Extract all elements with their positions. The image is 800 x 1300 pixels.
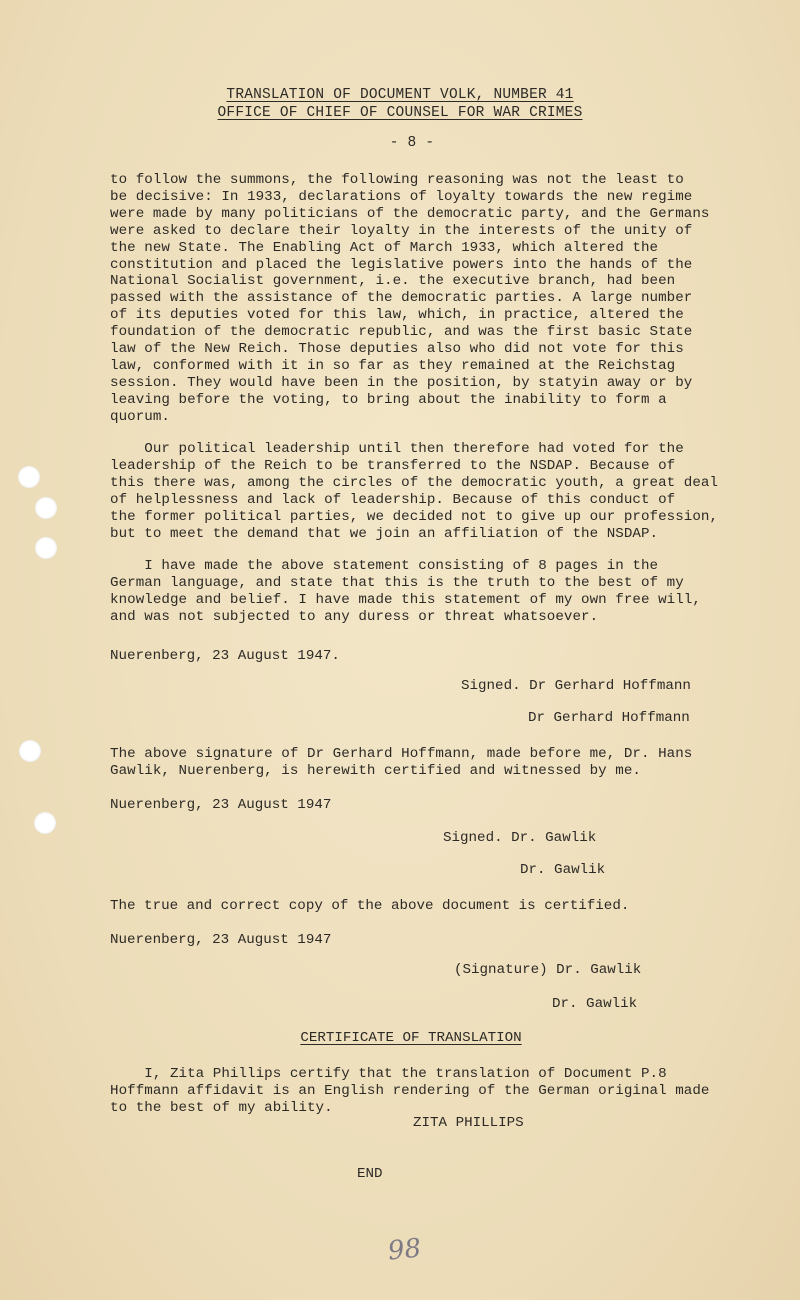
body-paragraph-3: I have made the above statement consisting of 8 pages in the German language, and state that this is the truth to the best of my knowledge and belief. I have made this statement of my own free will, and was not subjected to any duress or threat whatsoever. (110, 558, 701, 625)
certificate-heading: CERTIFICATE OF TRANSLATION (300, 1030, 522, 1046)
body-paragraph-1: to follow the summons, the following reasoning was not the least to be decisive: In 1933, declarations of loyalty towards the new regime were made by many politicians of the democratic party, and the Germans were asked to declare their loyalty in the interests of the unity of the new State. The Enabling Act of March 1933, which altered the constitution and placed the legislative powers into the hands of the National Socialist government, i.e. the executive branch, had been passed with the assistance of the democratic parties. A large number of its deputies voted for this law, which, in practice, altered the foundation of the democratic republic, and was the first basic State law of the New Reich. Those deputies also who did not vote for this law, conformed with it in so far as they remained at the Reichstag session. They would have been in the position, by statyin away or by leaving before the voting, to bring about the inability to form a quorum. (110, 172, 710, 425)
header-line-1: TRANSLATION OF DOCUMENT VOLK, NUMBER 41 (226, 87, 574, 103)
witness-place-date: Nuerenberg, 23 August 1947 (110, 797, 332, 813)
affidavit-place-date: Nuerenberg, 23 August 1947. (110, 648, 340, 664)
punch-hole (35, 537, 57, 559)
handwritten-page-number: 98 (386, 1233, 423, 1267)
punch-hole (34, 812, 56, 834)
punch-hole (18, 466, 40, 488)
page-number: - 8 - (389, 135, 435, 151)
copy-certification-place-date: Nuerenberg, 23 August 1947 (110, 932, 332, 948)
copy-certification-signature: (Signature) Dr. Gawlik (454, 962, 642, 978)
copy-certification-text: The true and correct copy of the above document is certified. (110, 898, 630, 914)
witness-signed: Signed. Dr. Gawlik (443, 830, 597, 846)
witness-text: The above signature of Dr Gerhard Hoffmann, made before me, Dr. Hans Gawlik, Nuerenberg, is herewith certified and witnessed by me. (110, 746, 693, 779)
header-line-2: OFFICE OF CHIEF OF COUNSEL FOR WAR CRIMES (217, 105, 583, 121)
witness-name: Dr. Gawlik (520, 862, 606, 878)
affidavit-name: Dr Gerhard Hoffmann (528, 710, 690, 726)
copy-certification-name: Dr. Gawlik (552, 996, 638, 1012)
affidavit-signed: Signed. Dr Gerhard Hoffmann (461, 678, 691, 694)
body-paragraph-2: Our political leadership until then therefore had voted for the leadership of the Reich to be transferred to the NSDAP. Because of this there was, among the circles of the democratic youth, a great deal of helplessness and lack of leadership. Because of this conduct of the former political parties, we decided not to give up our profession, but to meet the demand that we join an affiliation of the NSDAP. (110, 441, 719, 542)
certificate-signatory: ZITA PHILLIPS (413, 1115, 524, 1131)
end-marker: END (357, 1166, 383, 1182)
punch-hole (35, 497, 57, 519)
certificate-text: I, Zita Phillips certify that the translation of Document P.8 Hoffmann affidavit is an English rendering of the German original made to the best of my ability. (110, 1066, 710, 1116)
punch-hole (19, 740, 41, 762)
